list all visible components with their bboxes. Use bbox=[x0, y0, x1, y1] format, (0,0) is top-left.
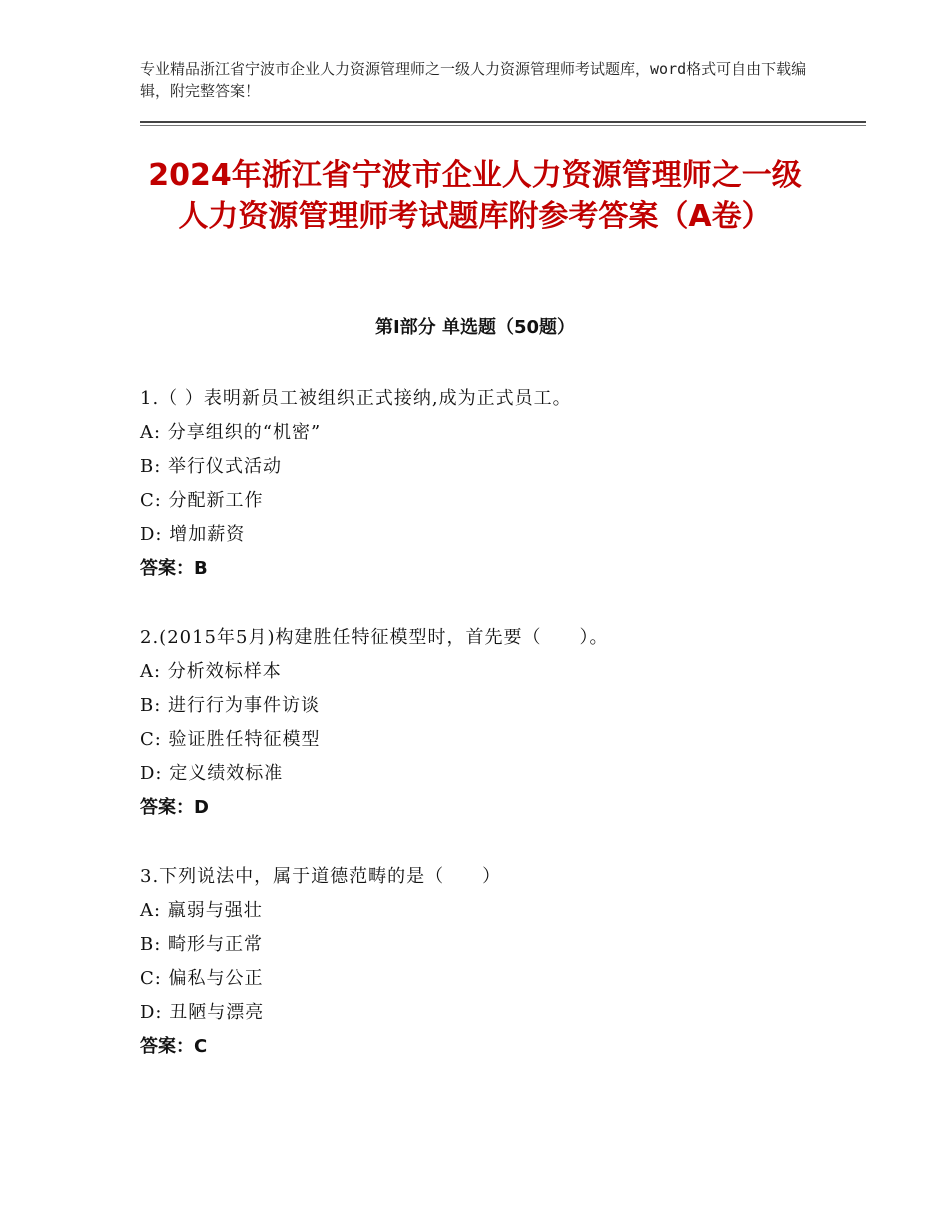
option-d: D: 增加薪资 bbox=[140, 524, 246, 545]
question-item bbox=[140, 860, 840, 1064]
option-b: B: 畸形与正常 bbox=[140, 934, 264, 955]
answer-label: 答案：C bbox=[140, 1036, 208, 1057]
option-b: B: 举行仪式活动 bbox=[140, 456, 283, 477]
option-c: C: 分配新工作 bbox=[140, 490, 264, 511]
option-c: C: 偏私与公正 bbox=[140, 968, 264, 989]
question-item bbox=[140, 382, 840, 586]
answer-label: 答案：B bbox=[140, 558, 208, 579]
question-stem: 1.（ ）表明新员工被组织正式接纳,成为正式员工。 bbox=[140, 388, 572, 409]
option-b: B: 进行行为事件访谈 bbox=[140, 695, 321, 716]
option-c: C: 验证胜任特征模型 bbox=[140, 729, 321, 750]
question-item bbox=[140, 621, 840, 825]
option-d: D: 定义绩效标准 bbox=[140, 763, 284, 784]
document-title: 2024年浙江省宁波市企业人力资源管理师之一级人力资源管理师考试题库附参考答案（A卷） bbox=[148, 158, 802, 234]
question-stem: 2.(2015年5月)构建胜任特征模型时，首先要（ ）。 bbox=[140, 627, 609, 648]
answer-label: 答案：D bbox=[140, 797, 209, 818]
header-divider-thick bbox=[140, 121, 866, 123]
option-a: A: 羸弱与强壮 bbox=[140, 900, 263, 921]
section-heading: 第Ⅰ部分 单选题（50题） bbox=[374, 317, 575, 338]
header-divider-thin bbox=[140, 125, 866, 126]
header-note: 专业精品浙江省宁波市企业人力资源管理师之一级人力资源管理师考试题库，word格式可自由下载编辑，附完整答案！ bbox=[140, 60, 807, 100]
option-a: A: 分享组织的“机密” bbox=[140, 422, 322, 443]
option-d: D: 丑陋与漂亮 bbox=[140, 1002, 265, 1023]
option-a: A: 分析效标样本 bbox=[140, 661, 282, 682]
question-stem: 3.下列说法中，属于道德范畴的是（ ） bbox=[140, 866, 502, 887]
